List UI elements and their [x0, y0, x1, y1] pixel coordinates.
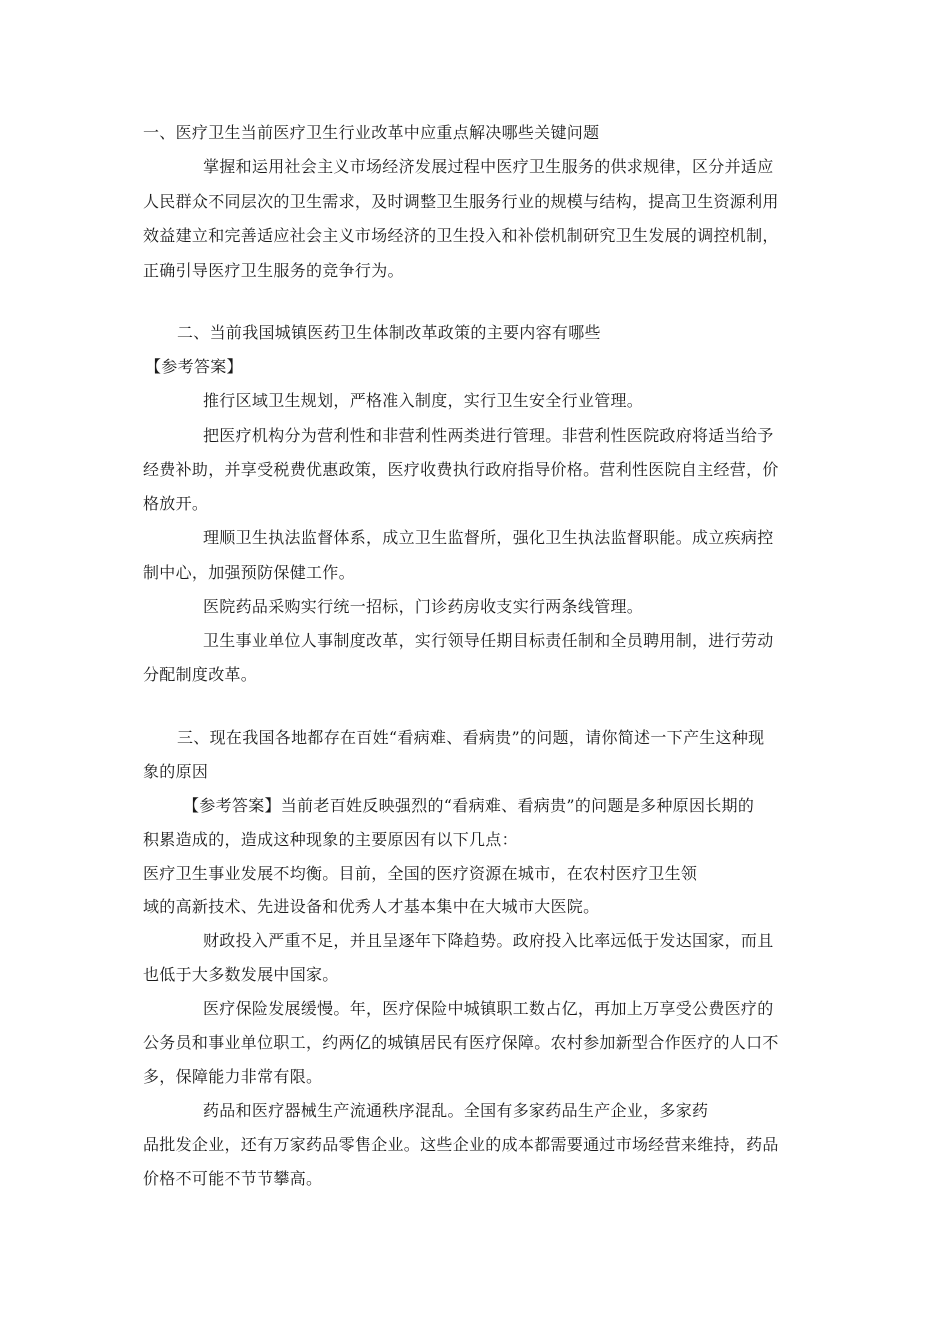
section3-line: 多，保障能力非常有限。: [143, 1067, 323, 1086]
section2-answer-label: 【参考答案】: [145, 357, 243, 376]
section1-para-line: 掌握和运用社会主义市场经济发展过程中医疗卫生服务的供求规律，区分并适应: [203, 157, 774, 176]
section3-line: 医疗保险发展缓慢。年，医疗保险中城镇职工数占亿，再加上万享受公费医疗的: [203, 999, 774, 1018]
section2-line: 推行区域卫生规划，严格准入制度，实行卫生安全行业管理。: [203, 391, 644, 410]
section3-line: 医疗卫生事业发展不均衡。目前，全国的医疗资源在城市，在农村医疗卫生领: [143, 864, 698, 883]
section1-para-line: 正确引导医疗卫生服务的竞争行为。: [143, 261, 404, 280]
section3-line: 药品和医疗器械生产流通秩序混乱。全国有多家药品生产企业，多家药: [203, 1101, 709, 1120]
section3-line: 域的高新技术、先进设备和优秀人才基本集中在大城市大医院。: [143, 897, 600, 916]
section3-line: 价格不可能不节节攀高。: [143, 1169, 323, 1188]
section3-heading-line: 象的原因: [143, 762, 209, 781]
section1-para-line: 效益建立和完善适应社会主义市场经济的卫生投入和补偿机制研究卫生发展的调控机制，: [143, 226, 779, 245]
section2-line: 卫生事业单位人事制度改革，实行领导任期目标责任制和全员聘用制，进行劳动: [203, 631, 774, 650]
section2-line: 分配制度改革。: [143, 665, 258, 684]
section1-heading: 一、医疗卫生当前医疗卫生行业改革中应重点解决哪些关键问题: [143, 123, 600, 142]
section3-line: 【参考答案】当前老百姓反映强烈的“看病难、看病贵”的问题是多种原因长期的: [183, 796, 755, 815]
section1-para-line: 人民群众不同层次的卫生需求，及时调整卫生服务行业的规模与结构，提高卫生资源利用: [143, 192, 779, 211]
section3-line: 公务员和事业单位职工，约两亿的城镇居民有医疗保障。农村参加新型合作医疗的人口不: [143, 1033, 779, 1052]
section3-line: 积累造成的，造成这种现象的主要原因有以下几点：: [143, 830, 518, 849]
section3-heading-line: 三、现在我国各地都存在百姓“看病难、看病贵”的问题，请你简述一下产生这种现: [177, 728, 765, 747]
section2-line: 理顺卫生执法监督体系，成立卫生监督所，强化卫生执法监督职能。成立疾病控: [203, 528, 774, 547]
section3-line: 品批发企业，还有万家药品零售企业。这些企业的成本都需要通过市场经营来维持，药品: [143, 1135, 779, 1154]
section3-line: 也低于大多数发展中国家。: [143, 965, 339, 984]
section2-line: 制中心，加强预防保健工作。: [143, 563, 355, 582]
section2-line: 格放开。: [143, 494, 209, 513]
section2-line: 医院药品采购实行统一招标，门诊药房收支实行两条线管理。: [203, 597, 644, 616]
section2-heading: 二、当前我国城镇医药卫生体制改革政策的主要内容有哪些: [177, 323, 601, 342]
section3-line: 财政投入严重不足，并且呈逐年下降趋势。政府投入比率远低于发达国家，而且: [203, 931, 774, 950]
section2-line: 经费补助，并享受税费优惠政策，医疗收费执行政府指导价格。营利性医院自主经营，价: [143, 460, 779, 479]
section2-line: 把医疗机构分为营利性和非营利性两类进行管理。非营利性医院政府将适当给予: [203, 426, 774, 445]
